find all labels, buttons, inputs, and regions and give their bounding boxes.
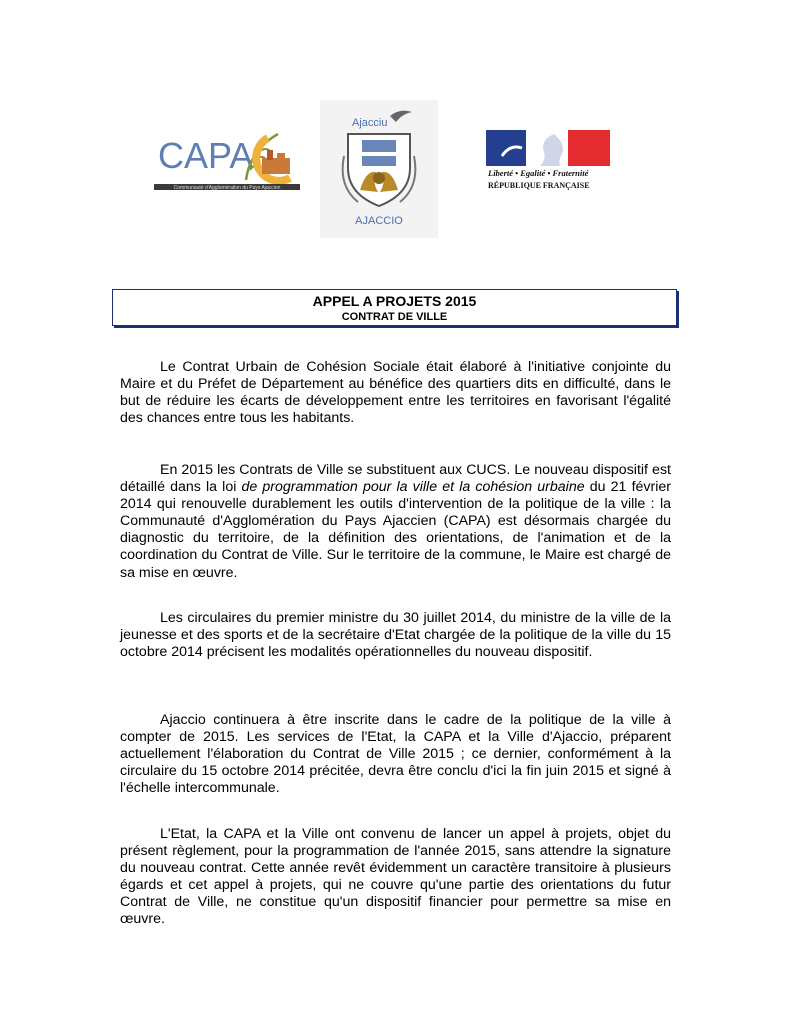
paragraph-2-text-end: du 21 février 2014 qui renouvelle durablement les outils d'intervention de la politique de la ville : la Communauté d'Agglomération du Pays Ajaccien (CAPA) est désormais chargée du diagnostic du territoire, de la définition des orientations, de l'animation et de la coordination du Contrat de Ville. Sur le territoire de la commune, le Maire est chargé de sa mise en œuvre. xyxy=(120,479,671,581)
capa-logo-text: CAPA xyxy=(158,135,254,176)
ajaccio-crest-bottom-text: AJACCIO xyxy=(355,215,403,227)
ajaccio-crest xyxy=(320,100,438,238)
paragraph-1: Le Contrat Urbain de Cohésion Sociale était élaboré à l'initiative conjointe du Maire et du Préfet de Département au bénéfice des quartiers dits en difficulté, dans le but de réduire les écarts de développement entre les territoires en favorisant l'égalité des chances entre tous les habitants. xyxy=(120,359,671,427)
paragraph-5: L'Etat, la CAPA et la Ville ont convenu de lancer un appel à projets, objet du présent règlement, pour la programmation de l'année 2015, sans attendre la signature du nouveau contrat. Cette année revêt évidemment un caractère transitoire à plusieurs égards et cet appel à projets, qui ne couvre qu'une partie des orientations du futur Contrat de Ville, ne constitue qu'un dispositif financier pour permettre sa mise en œuvre. xyxy=(120,826,671,928)
title-box xyxy=(112,289,677,326)
document-title: APPEL A PROJETS 2015 xyxy=(312,293,477,309)
capa-logo-graphic xyxy=(150,120,305,200)
document-subtitle: CONTRAT DE VILLE xyxy=(341,311,448,323)
paragraph-4: Ajaccio continuera à être inscrite dans le cadre de la politique de la ville à compter de 2015. Les services de l'Etat, la CAPA et la Ville d'Ajaccio, préparent actuellement l'élaboration du Contrat de Ville 2015 ; ce dernier, conformément à la circulaire du 15 octobre 2014 précitée, devra être conclu d'ici la fin juin 2015 et signé à l'échelle intercommunale. xyxy=(120,712,671,797)
paragraph-3: Les circulaires du premier ministre du 30 juillet 2014, du ministre de la ville de la jeunesse et des sports et de la secrétaire d'Etat chargée de la politique de la ville du 15 octobre 2014 précisent les modalités opérationnelles du nouveau dispositif. xyxy=(120,610,671,661)
paragraph-2-text-start: En 2015 les Contrats de Ville se substituent aux CUCS. Le nouveau dispositif est détaillé dans la loi xyxy=(120,462,671,496)
paragraph-2 xyxy=(120,462,671,582)
republique-name: RÉPUBLIQUE FRANÇAISE xyxy=(488,181,590,190)
capa-logo xyxy=(150,120,305,200)
republique-francaise-logo-graphic xyxy=(484,128,614,198)
ajaccio-crest-top-text: Ajacciu xyxy=(352,117,388,129)
capa-logo-subtitle: Communauté d'Agglomération du Pays Ajaccien xyxy=(173,185,281,191)
paragraph-2-law-title: de programmation pour la ville et la cohésion urbaine xyxy=(241,479,585,496)
ajaccio-crest-graphic xyxy=(320,100,438,238)
republique-motto: Liberté • Egalité • Fraternité xyxy=(488,168,589,178)
republique-francaise-logo xyxy=(484,128,614,198)
